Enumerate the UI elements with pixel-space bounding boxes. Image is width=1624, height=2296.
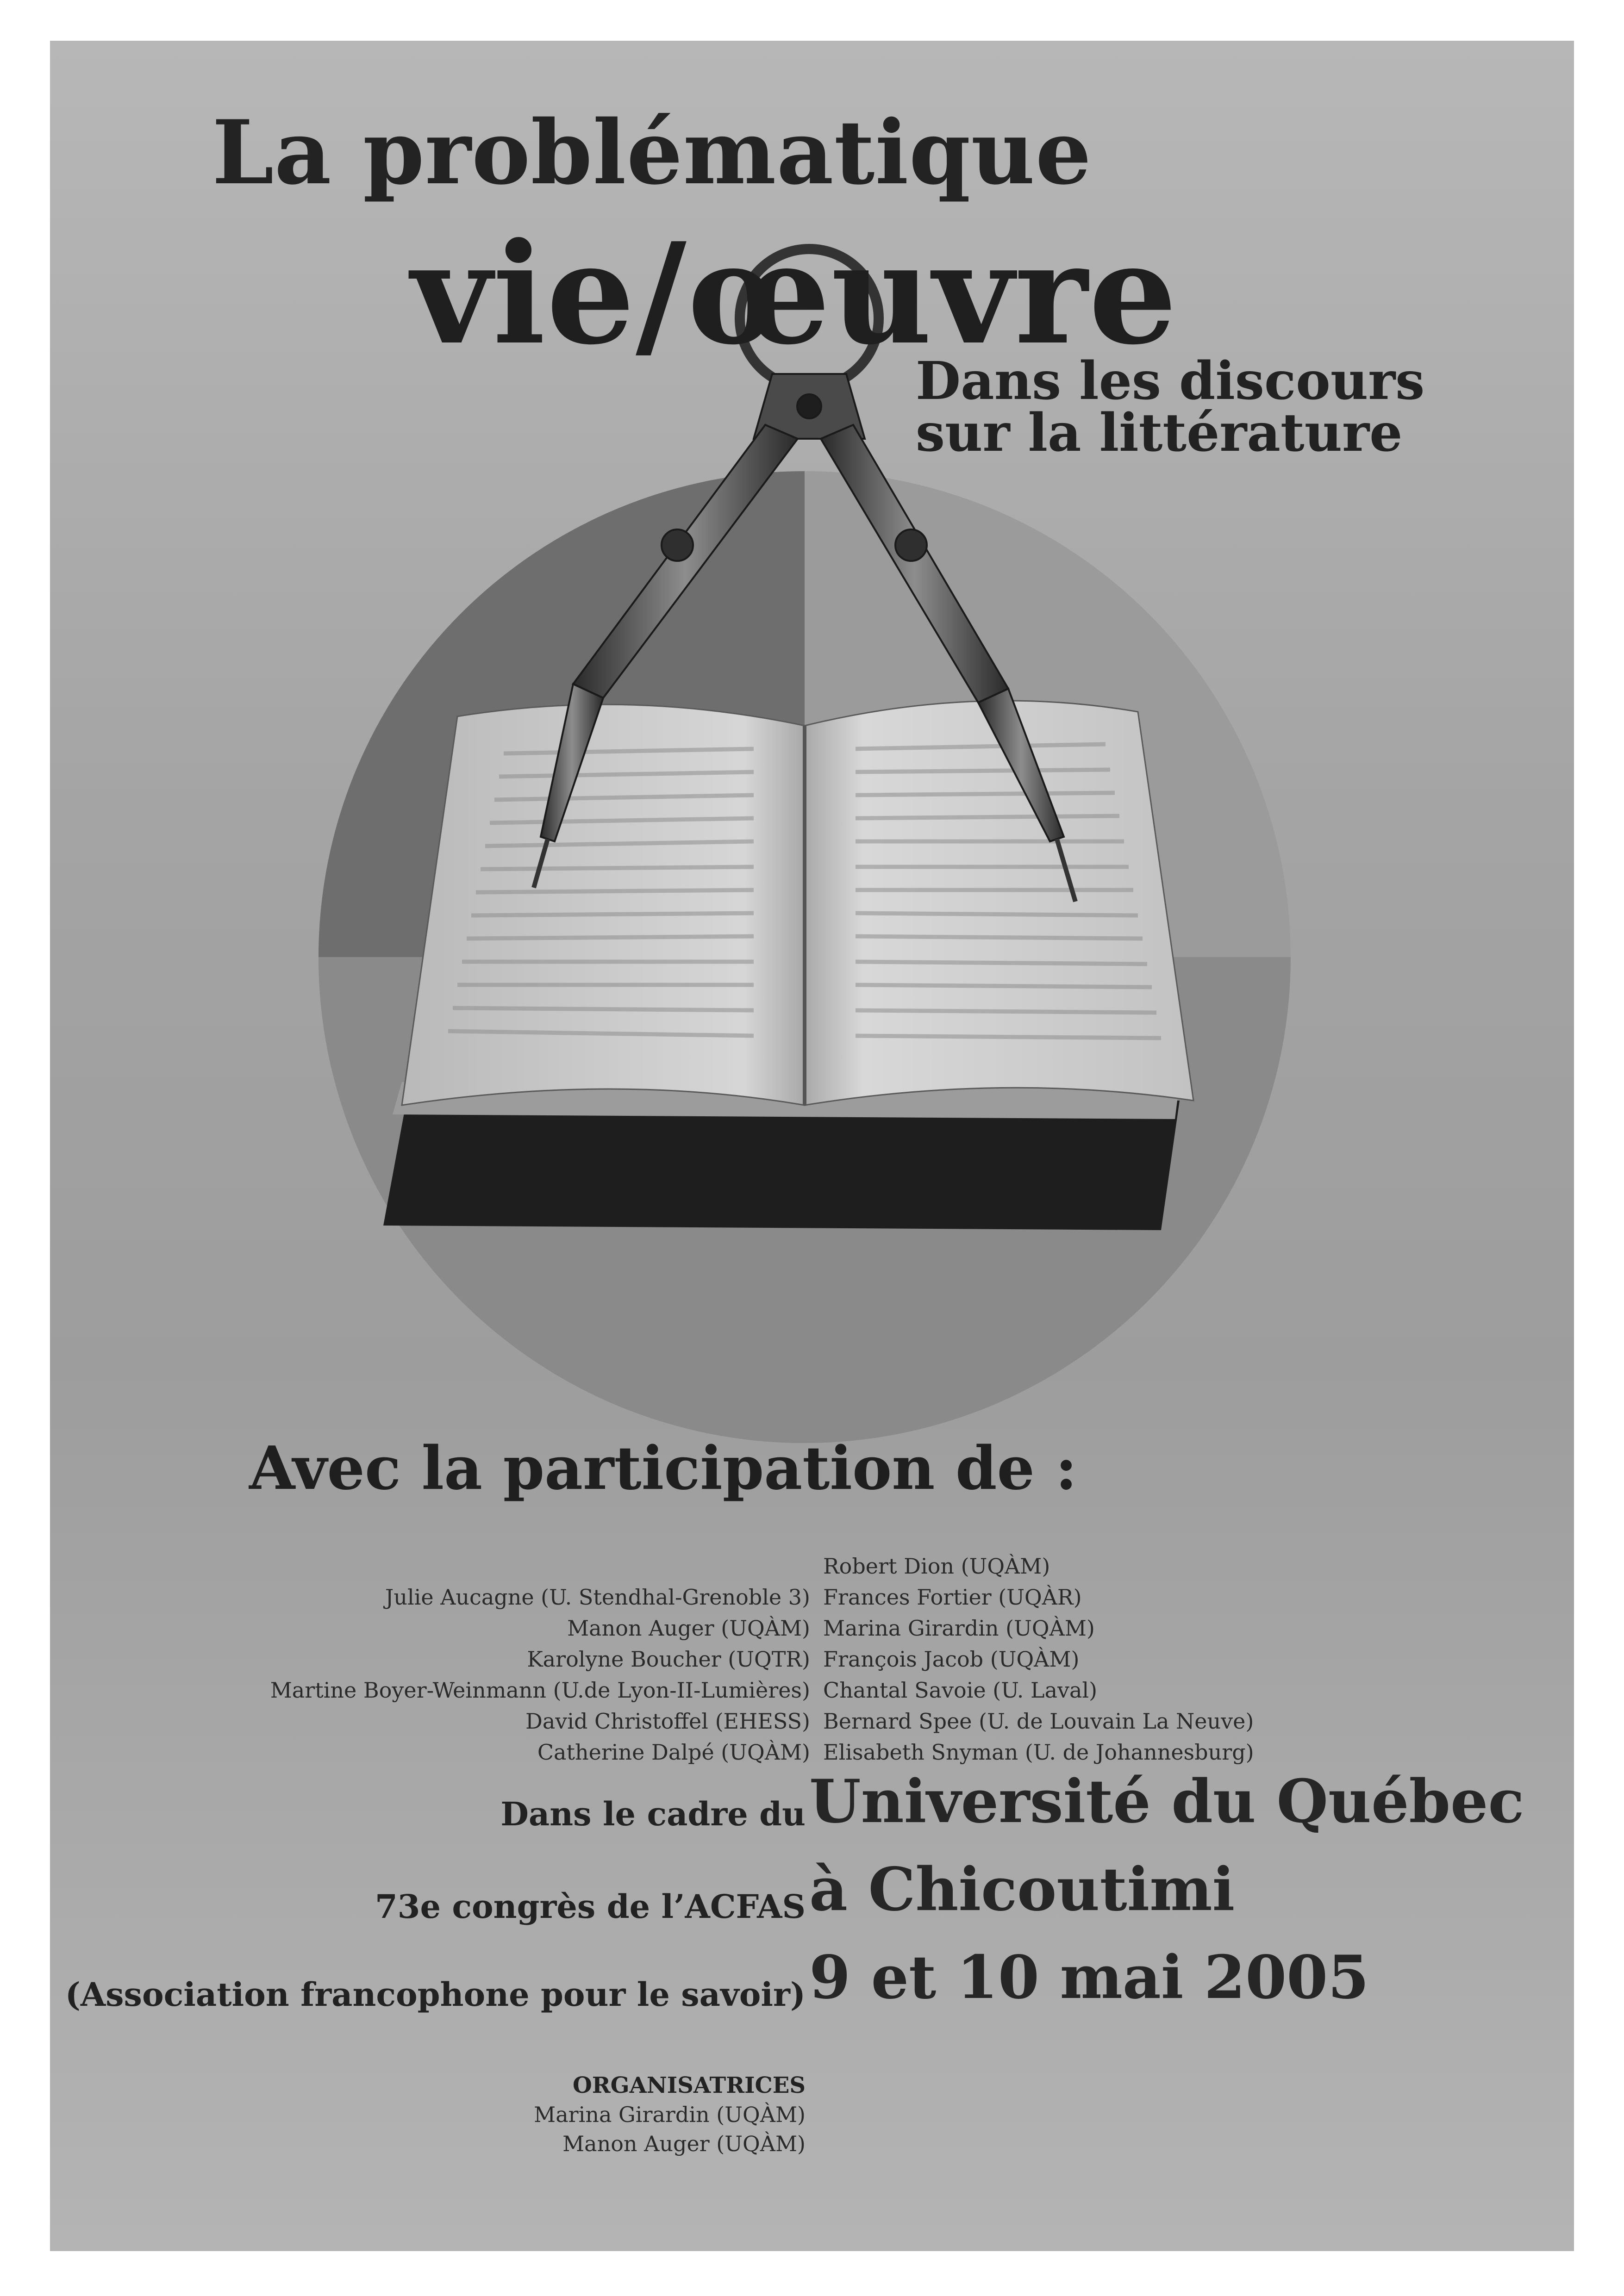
participant: Martine Boyer-Weinmann (U.de Lyon-II-Lumières): [270, 1678, 810, 1703]
context-line-2: 73e congrès de l’ACFAS: [375, 1887, 806, 1926]
organizer: Marina Girardin (UQÀM): [534, 2102, 806, 2127]
venue-line-2: à Chicoutimi: [809, 1855, 1235, 1924]
participants-left-list: [270, 1582, 810, 1768]
participant: Frances Fortier (UQÀR): [823, 1585, 1082, 1610]
context-line-3: (Association francophone pour le savoir): [65, 1975, 806, 2014]
participant: François Jacob (UQÀM): [823, 1647, 1080, 1672]
participation-heading: Avec la participation de :: [249, 1434, 1077, 1503]
participant: Catherine Dalpé (UQÀM): [537, 1740, 810, 1765]
participant: Elisabeth Snyman (U. de Johannesburg): [823, 1740, 1254, 1765]
book-cover: [383, 1101, 1180, 1230]
book-right-page: [805, 701, 1193, 1105]
organizers-list: [534, 2100, 806, 2159]
title-line-1: La problématique: [212, 101, 1092, 204]
participant: Manon Auger (UQÀM): [567, 1616, 810, 1641]
participant: Julie Aucagne (U. Stendhal-Grenoble 3): [385, 1585, 810, 1610]
venue-line-1: Université du Québec: [809, 1767, 1524, 1836]
organizer: Manon Auger (UQÀM): [562, 2131, 806, 2156]
participant: Robert Dion (UQÀM): [823, 1554, 1050, 1579]
event-dates: 9 et 10 mai 2005: [809, 1943, 1369, 2012]
organizers-heading: ORGANISATRICES: [572, 2072, 806, 2098]
book-left-page: [402, 704, 805, 1105]
subtitle: Dans les discours sur la littérature: [916, 351, 1425, 463]
participant: Karolyne Boucher (UQTR): [527, 1647, 810, 1672]
participant: Chantal Savoie (U. Laval): [823, 1678, 1098, 1703]
participant: David Christoffel (EHESS): [525, 1709, 810, 1734]
participant: Bernard Spee (U. de Louvain La Neuve): [823, 1709, 1254, 1734]
poster: [50, 41, 1574, 2251]
title-line-2: vie/œuvre: [411, 212, 1178, 375]
participant: Marina Girardin (UQÀM): [823, 1616, 1095, 1641]
participants-right-list: [823, 1551, 1254, 1768]
context-line-1: Dans le cadre du: [500, 1795, 806, 1833]
